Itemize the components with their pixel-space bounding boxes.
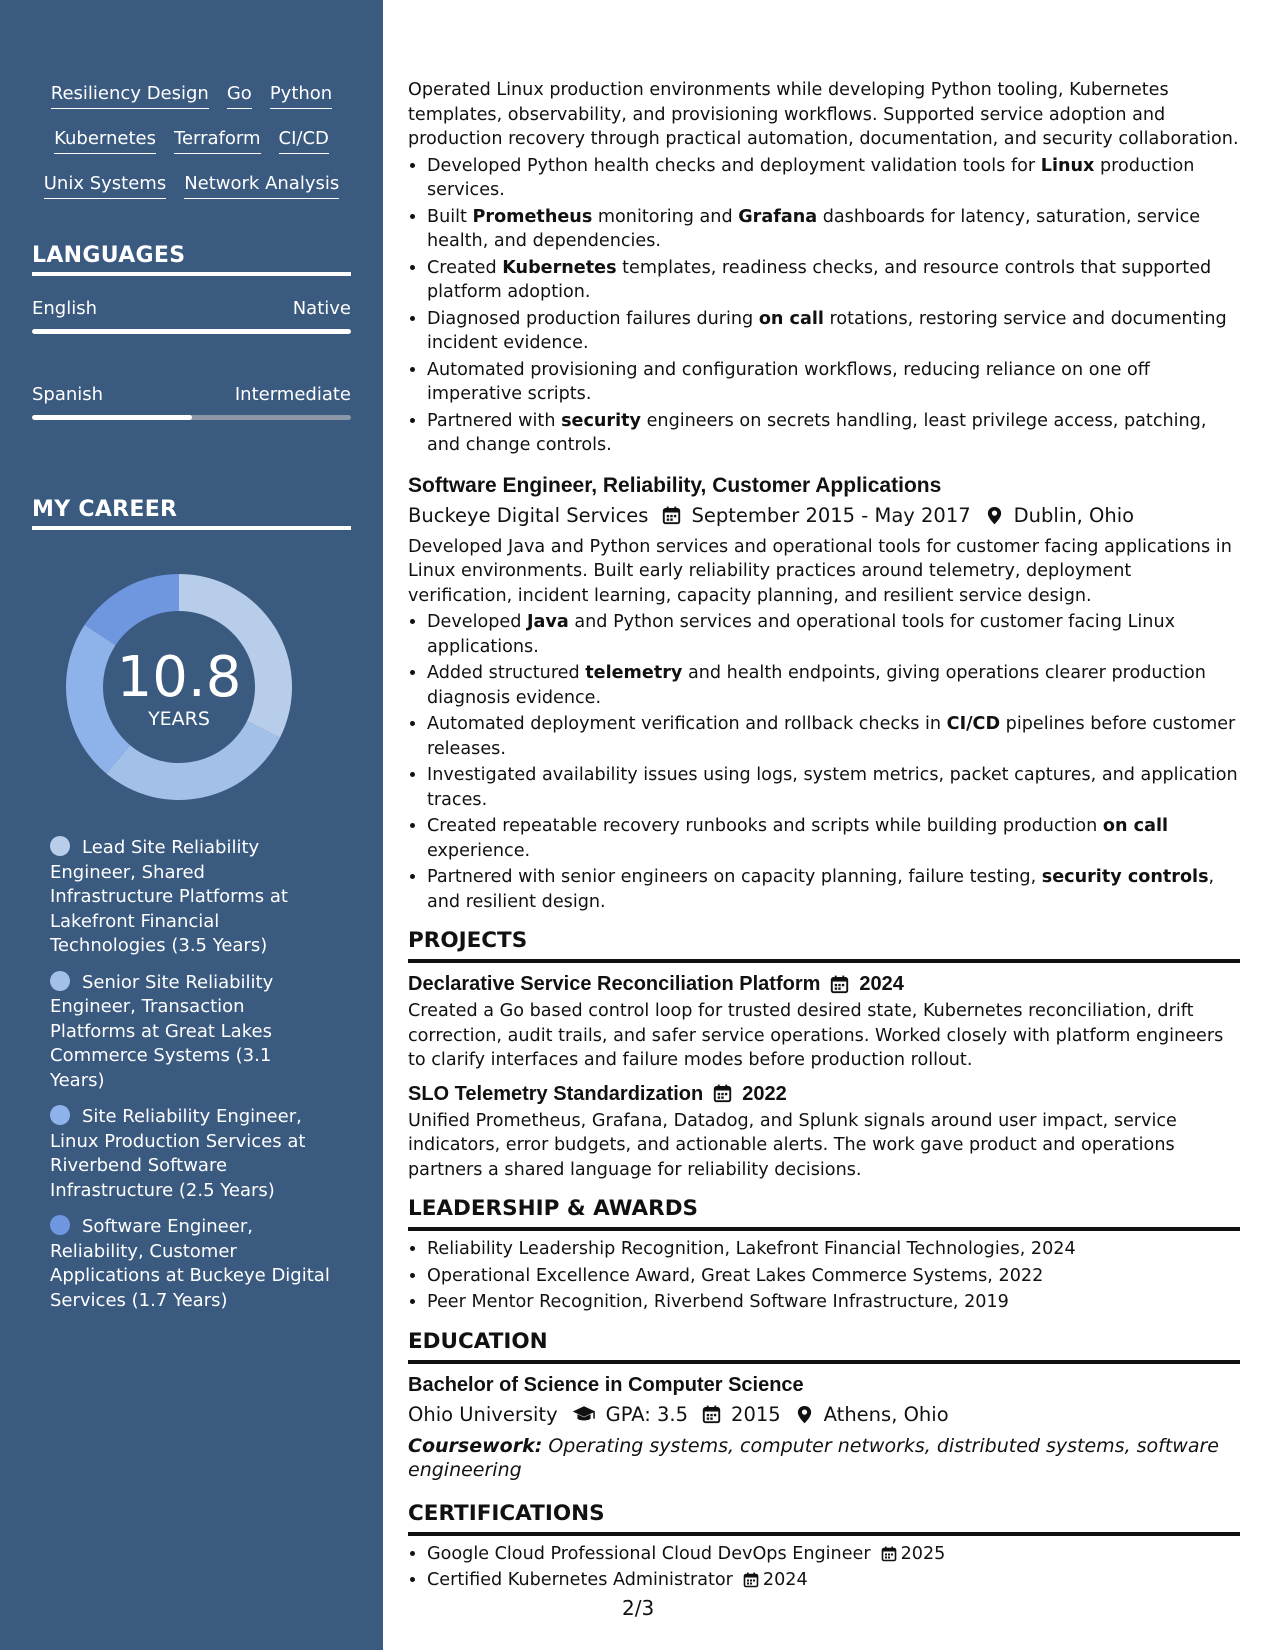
graduation-cap-icon (572, 1405, 596, 1424)
job-bullet (427, 358, 1240, 407)
career-item-text: Software Engineer, Reliability, Customer Applications at Buckeye Digital Services (1.7 Years) (50, 1216, 330, 1311)
job-bullet (427, 409, 1240, 458)
bullet-text: rotations, restoring service and documenting incident evidence. (427, 308, 1227, 353)
bullet-text: production services. (427, 155, 1195, 200)
language-bar (32, 329, 351, 334)
project-year: 2022 (742, 1082, 787, 1105)
page-number: 2/3 (622, 1596, 655, 1620)
career-color-dot (50, 971, 70, 991)
career-total (66, 574, 292, 800)
bullet-text: experience. (427, 840, 531, 861)
bullet-keyword: on call (758, 308, 824, 329)
bullet-keyword: CI/CD (946, 714, 1001, 734)
language-level: Native (292, 298, 351, 319)
calendar-icon (830, 975, 849, 994)
job-bullets (408, 610, 1240, 914)
bullet-keyword: Prometheus (472, 206, 593, 227)
bullet-text: dashboards for latency, saturation, service health, and dependencies. (427, 206, 1201, 251)
gpa: GPA: 3.5 (605, 1402, 689, 1426)
coursework (408, 1434, 1240, 1482)
bullet-text: Added structured (427, 663, 586, 683)
coursework-text: Operating systems, computer networks, distributed systems, software engineering (408, 1434, 1219, 1481)
bullet-text: Partnered with (427, 410, 562, 431)
calendar-icon (881, 1546, 897, 1562)
languages-heading: LANGUAGES (32, 244, 351, 276)
project-title: SLO Telemetry Standardization (408, 1082, 704, 1105)
job-bullet (427, 205, 1240, 254)
main-content (408, 78, 1240, 1595)
career-item-text: Site Reliability Engineer, Linux Production Services at Riverbend Software Infrastructure (2.5 Years) (50, 1106, 306, 1201)
bullet-text: Investigated availability issues using logs, system metrics, packet captures, and application traces. (427, 765, 1238, 810)
bullet-text: Developed Python health checks and deployment validation tools for (427, 155, 1041, 176)
projects-heading: PROJECTS (408, 927, 1240, 963)
location-pin-icon (795, 1405, 814, 1424)
skill-tag: Terraform (174, 129, 261, 154)
certifications-list (408, 1542, 1240, 1593)
skill-tag: Resiliency Design (51, 84, 209, 109)
bullet-keyword: Kubernetes (502, 257, 617, 278)
leadership-heading: LEADERSHIP & AWARDS (408, 1195, 1240, 1231)
job-bullets (408, 154, 1240, 458)
bullet-keyword: security controls (1041, 867, 1209, 887)
skill-tag: CI/CD (279, 129, 329, 154)
career-item-text: Lead Site Reliability Engineer, Shared Infrastructure Platforms at Lakefront Financial Technologies (3.5 Years) (50, 837, 288, 956)
project-item (408, 1079, 1240, 1183)
job-bullet (427, 865, 1240, 914)
certification-year: 2025 (900, 1543, 946, 1564)
career-item-text: Senior Site Reliability Engineer, Transaction Platforms at Great Lakes Commerce Systems (3.1 Years) (50, 971, 274, 1091)
bullet-text: and health endpoints, giving operations clearer production diagnosis evidence. (427, 663, 1206, 708)
skill-tag: Network Analysis (184, 174, 339, 199)
career-item (50, 1105, 330, 1203)
language-level: Intermediate (234, 384, 351, 405)
career-color-dot (50, 1215, 70, 1235)
school-name: Ohio University (408, 1402, 558, 1426)
bullet-text: and Python services and operational tools for customer facing Linux applications. (427, 612, 1176, 657)
bullet-text: Automated provisioning and configuration workflows, reducing reliance on one off imperative scripts. (427, 359, 1150, 404)
language-bar (32, 415, 351, 420)
career-total-unit: YEARS (148, 708, 210, 730)
skill-tag: Go (227, 84, 252, 109)
education-location: Athens, Ohio (823, 1402, 949, 1426)
project-title: Declarative Service Reconciliation Platform (408, 973, 821, 995)
career-list (50, 836, 330, 1325)
job-bullet (427, 154, 1240, 203)
bullet-text: monitoring and (592, 206, 739, 227)
certification-item (427, 1568, 1240, 1593)
calendar-icon (713, 1084, 732, 1103)
leadership-item: • Reliability Leadership Recognition, Lakefront Financial Technologies, 2024 (427, 1237, 1240, 1262)
leadership-list (408, 1237, 1240, 1315)
bullet-text: pipelines before customer releases. (427, 714, 1236, 759)
skill-tag: Kubernetes (54, 129, 156, 154)
skill-tag: Unix Systems (44, 174, 166, 199)
project-year: 2024 (859, 973, 904, 995)
bullet-text: Automated deployment verification and rollback checks in (427, 714, 947, 734)
certification-name: • Certified Kubernetes Administrator (427, 1570, 733, 1590)
bullet-text: Built (427, 206, 473, 227)
job-dates: September 2015 - May 2017 (691, 503, 971, 527)
language-name: Spanish (32, 384, 104, 405)
job-bullet (427, 814, 1240, 863)
company-name: Buckeye Digital Services (408, 503, 649, 527)
skill-row (0, 174, 383, 219)
bullet-text: Diagnosed production failures during (427, 308, 759, 329)
project-description: Unified Prometheus, Grafana, Datadog, and Splunk signals around user impact, service indicators, error budgets, and actionable alerts. The work gave product and operations partners a shared language for reliability decisions. (408, 1110, 1177, 1180)
job-summary: Operated Linux production environments while developing Python tooling, Kubernetes templates, observability, and provisioning workflows. Supported service adoption and production recovery through practical automation, documentation, and security collaboration. (408, 80, 1239, 149)
language-bar-fill (32, 329, 351, 334)
job-location: Dublin, Ohio (1013, 503, 1135, 527)
bullet-keyword: Grafana (738, 206, 818, 227)
job-bullet (427, 256, 1240, 305)
bullet-keyword: on call (1102, 816, 1169, 836)
education-meta (408, 1400, 1240, 1430)
job-title: Software Engineer, Reliability, Customer Applications (408, 473, 942, 497)
career-item (50, 1215, 330, 1313)
calendar-icon (702, 1405, 721, 1424)
bullet-keyword: security (561, 410, 642, 431)
leadership-item: • Operational Excellence Award, Great Lakes Commerce Systems, 2022 (427, 1264, 1240, 1289)
graduation-year: 2015 (731, 1402, 781, 1426)
career-total-years: 10.8 (116, 645, 242, 710)
location-pin-icon (985, 506, 1004, 525)
bullet-text: Created repeatable recovery runbooks and scripts while building production (427, 816, 1103, 836)
calendar-icon (743, 1572, 759, 1588)
bullet-keyword: telemetry (585, 663, 683, 683)
skill-row (0, 129, 383, 174)
job-bullet (427, 610, 1240, 659)
bullet-text: Partnered with senior engineers on capacity planning, failure testing, (427, 867, 1042, 887)
skill-row (0, 84, 383, 129)
calendar-icon (662, 506, 681, 525)
skills-list (0, 84, 383, 219)
certification-item (427, 1542, 1240, 1567)
career-color-dot (50, 1105, 70, 1125)
sidebar (0, 0, 383, 1650)
bullet-text: , and resilient design. (427, 867, 1215, 912)
job-bullet (427, 661, 1240, 710)
bullet-text: templates, readiness checks, and resource controls that supported platform adoption. (427, 257, 1212, 302)
project-description: Created a Go based control loop for trusted desired state, Kubernetes reconciliation, drift correction, audit trails, and safer service operations. Worked closely with platform engineers to clarify interfaces and failure modes before production rollout. (408, 1001, 1224, 1070)
bullet-keyword: Java (527, 612, 569, 632)
career-heading: MY CAREER (32, 498, 351, 530)
project-item (408, 969, 1240, 1073)
language-english (32, 298, 351, 334)
certification-name: • Google Cloud Professional Cloud DevOps Engineer (427, 1543, 871, 1564)
bullet-text: Created (427, 257, 503, 278)
language-bar-fill (32, 415, 192, 420)
bullet-keyword: Linux (1040, 155, 1095, 176)
job-bullet (427, 307, 1240, 356)
career-item (50, 971, 330, 1094)
job-bullet (427, 712, 1240, 761)
job-meta (408, 501, 1240, 531)
bullet-text: engineers on secrets handling, least privilege access, patching, and change controls. (427, 410, 1207, 455)
language-name: English (32, 298, 97, 319)
certifications-heading: CERTIFICATIONS (408, 1500, 1240, 1536)
leadership-item: • Peer Mentor Recognition, Riverbend Software Infrastructure, 2019 (427, 1290, 1240, 1315)
career-item (50, 836, 330, 959)
bullet-text: Developed (427, 612, 528, 632)
skill-tag: Python (270, 84, 332, 109)
certification-year: 2024 (762, 1570, 808, 1590)
career-color-dot (50, 836, 70, 856)
job-summary: Developed Java and Python services and operational tools for customer facing applications in Linux environments. Built early reliability practices around telemetry, deployment verification, incident learning, capacity planning, and resilient service design. (408, 536, 1232, 606)
job-bullet (427, 763, 1240, 812)
education-heading: EDUCATION (408, 1328, 1240, 1364)
degree-title: Bachelor of Science in Computer Science (408, 1373, 804, 1396)
coursework-label: Coursework: (408, 1434, 543, 1457)
language-spanish (32, 384, 351, 420)
